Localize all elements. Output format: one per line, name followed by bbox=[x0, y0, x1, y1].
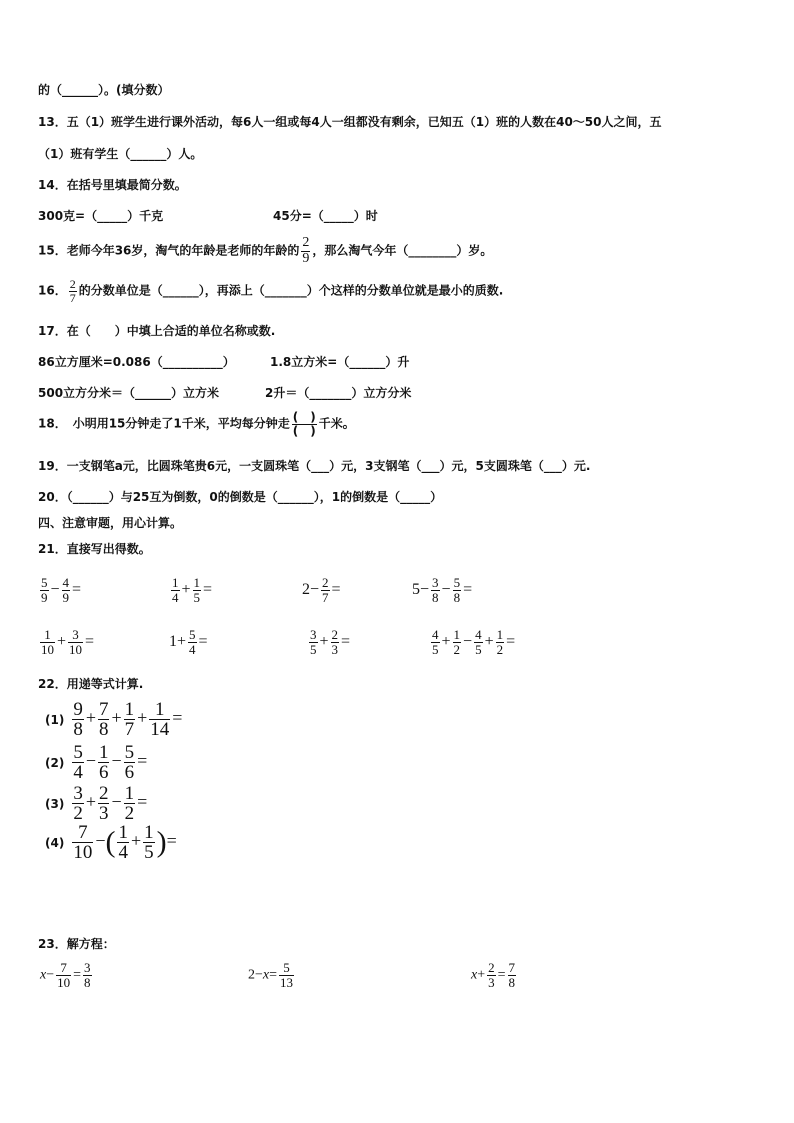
q23-title: 23．解方程： bbox=[38, 937, 115, 951]
q22-problem-1: (1) $\frac{9}{8}$ + $\frac{7}{8}$ + $\frac{1}{7}$ + $\frac{1}{14}$ = bbox=[45, 699, 183, 740]
q22-problem-3: (3) $\frac{3}{2}$ + $\frac{2}{3}$ − $\frac{1}{2}$ = bbox=[45, 783, 148, 824]
q19: 19．一支钢笔a元，比圆珠笔贵6元，一支圆珠笔（___）元，3支钢笔（___）元，5支圆珠笔（___）元. bbox=[38, 459, 591, 473]
q18-text-pre: 18． 小明用15分钟走了1千米，平均每分钟走 bbox=[38, 416, 290, 431]
q21-expr-e: $\frac{1}{10}$ + $\frac{3}{10}$ = bbox=[41, 627, 95, 657]
q16-fraction: $\frac{2}{7}$ bbox=[69, 277, 76, 305]
q21-expr-a: $\frac{5}{9}$ − $\frac{4}{9}$ = bbox=[41, 575, 82, 605]
q15-text-post: ，那么淘气今年（________）岁。 bbox=[312, 243, 493, 258]
q21-expr-c: 2− $\frac{2}{7}$ = bbox=[302, 575, 341, 605]
q17-title: 17．在（ ）中填上合适的单位名称或数. bbox=[38, 324, 276, 338]
q14-item-a: 300克=（_____）千克 bbox=[38, 209, 164, 223]
q18-text-post: 千米。 bbox=[318, 416, 355, 431]
q21-expr-b: $\frac{1}{4}$ + $\frac{1}{5}$ = bbox=[172, 575, 213, 605]
section-4-heading: 四、注意审题，用心计算。 bbox=[38, 516, 183, 530]
q21-expr-f: 1+ $\frac{5}{4}$ = bbox=[169, 627, 208, 657]
q17-item-b: 1.8立方米=（______）升 bbox=[270, 355, 410, 369]
q22-problem-4: (4) $\frac{7}{10}$ −( $\frac{1}{4}$ + $\frac{1}{5}$ )= bbox=[45, 822, 177, 863]
q16-text-post: 的分数单位是（______），再添上（_______）个这样的分数单位就是最小的质数. bbox=[78, 283, 504, 298]
q14-item-b: 45分=（_____）时 bbox=[273, 209, 378, 223]
q16-number: 16． bbox=[38, 283, 67, 298]
q21-expr-g: $\frac{3}{5}$ + $\frac{2}{3}$ = bbox=[310, 627, 351, 657]
q21-title: 21．直接写出得数。 bbox=[38, 542, 151, 556]
q14-title: 14．在括号里填最简分数。 bbox=[38, 178, 187, 192]
q12-continuation: 的（______）。(填分数） bbox=[38, 83, 170, 97]
q23-equation-2: 2−x= $\frac{5}{13}$ bbox=[248, 960, 294, 990]
q23-equation-3: x+ $\frac{2}{3}$ = $\frac{7}{8}$ bbox=[471, 960, 516, 990]
q15-fraction: $\frac{2}{9}$ bbox=[302, 235, 310, 266]
q22-problem-2: (2) $\frac{5}{4}$ − $\frac{1}{6}$ − $\frac{5}{6}$ = bbox=[45, 742, 148, 783]
q13-line1: 13．五（1）班学生进行课外活动，每6人一组或每4人一组都没有剩余，已知五（1）班的人数在40～50人之间，五 bbox=[38, 115, 662, 129]
q16 bbox=[38, 278, 503, 304]
q15-text-pre: 15．老师今年36岁，淘气的年龄是老师的年龄的 bbox=[38, 243, 300, 258]
q21-expr-h: $\frac{4}{5}$ + $\frac{1}{2}$ − $\frac{4}{5}$ + $\frac{1}{2}$ = bbox=[432, 627, 516, 657]
q17-item-a: 86立方厘米=0.086（__________） bbox=[38, 355, 235, 369]
q17-item-c: 500立方分米＝（______）立方米 bbox=[38, 386, 220, 400]
q17-item-d: 2升＝（_______）立方分米 bbox=[265, 386, 412, 400]
q23-equation-1: x− $\frac{7}{10}$ = $\frac{3}{8}$ bbox=[40, 960, 91, 990]
q18 bbox=[38, 411, 355, 437]
q15 bbox=[38, 236, 492, 266]
q22-title: 22．用递等式计算. bbox=[38, 677, 144, 691]
q13-line2: （1）班有学生（______）人。 bbox=[38, 147, 203, 161]
q21-expr-d: 5− $\frac{3}{8}$ − $\frac{5}{8}$ = bbox=[412, 575, 473, 605]
q18-blank-fraction: $\frac{( )}{( )}$ bbox=[292, 410, 316, 438]
q20: 20．（______）与25互为倒数，0的倒数是（______），1的倒数是（_____） bbox=[38, 490, 443, 504]
